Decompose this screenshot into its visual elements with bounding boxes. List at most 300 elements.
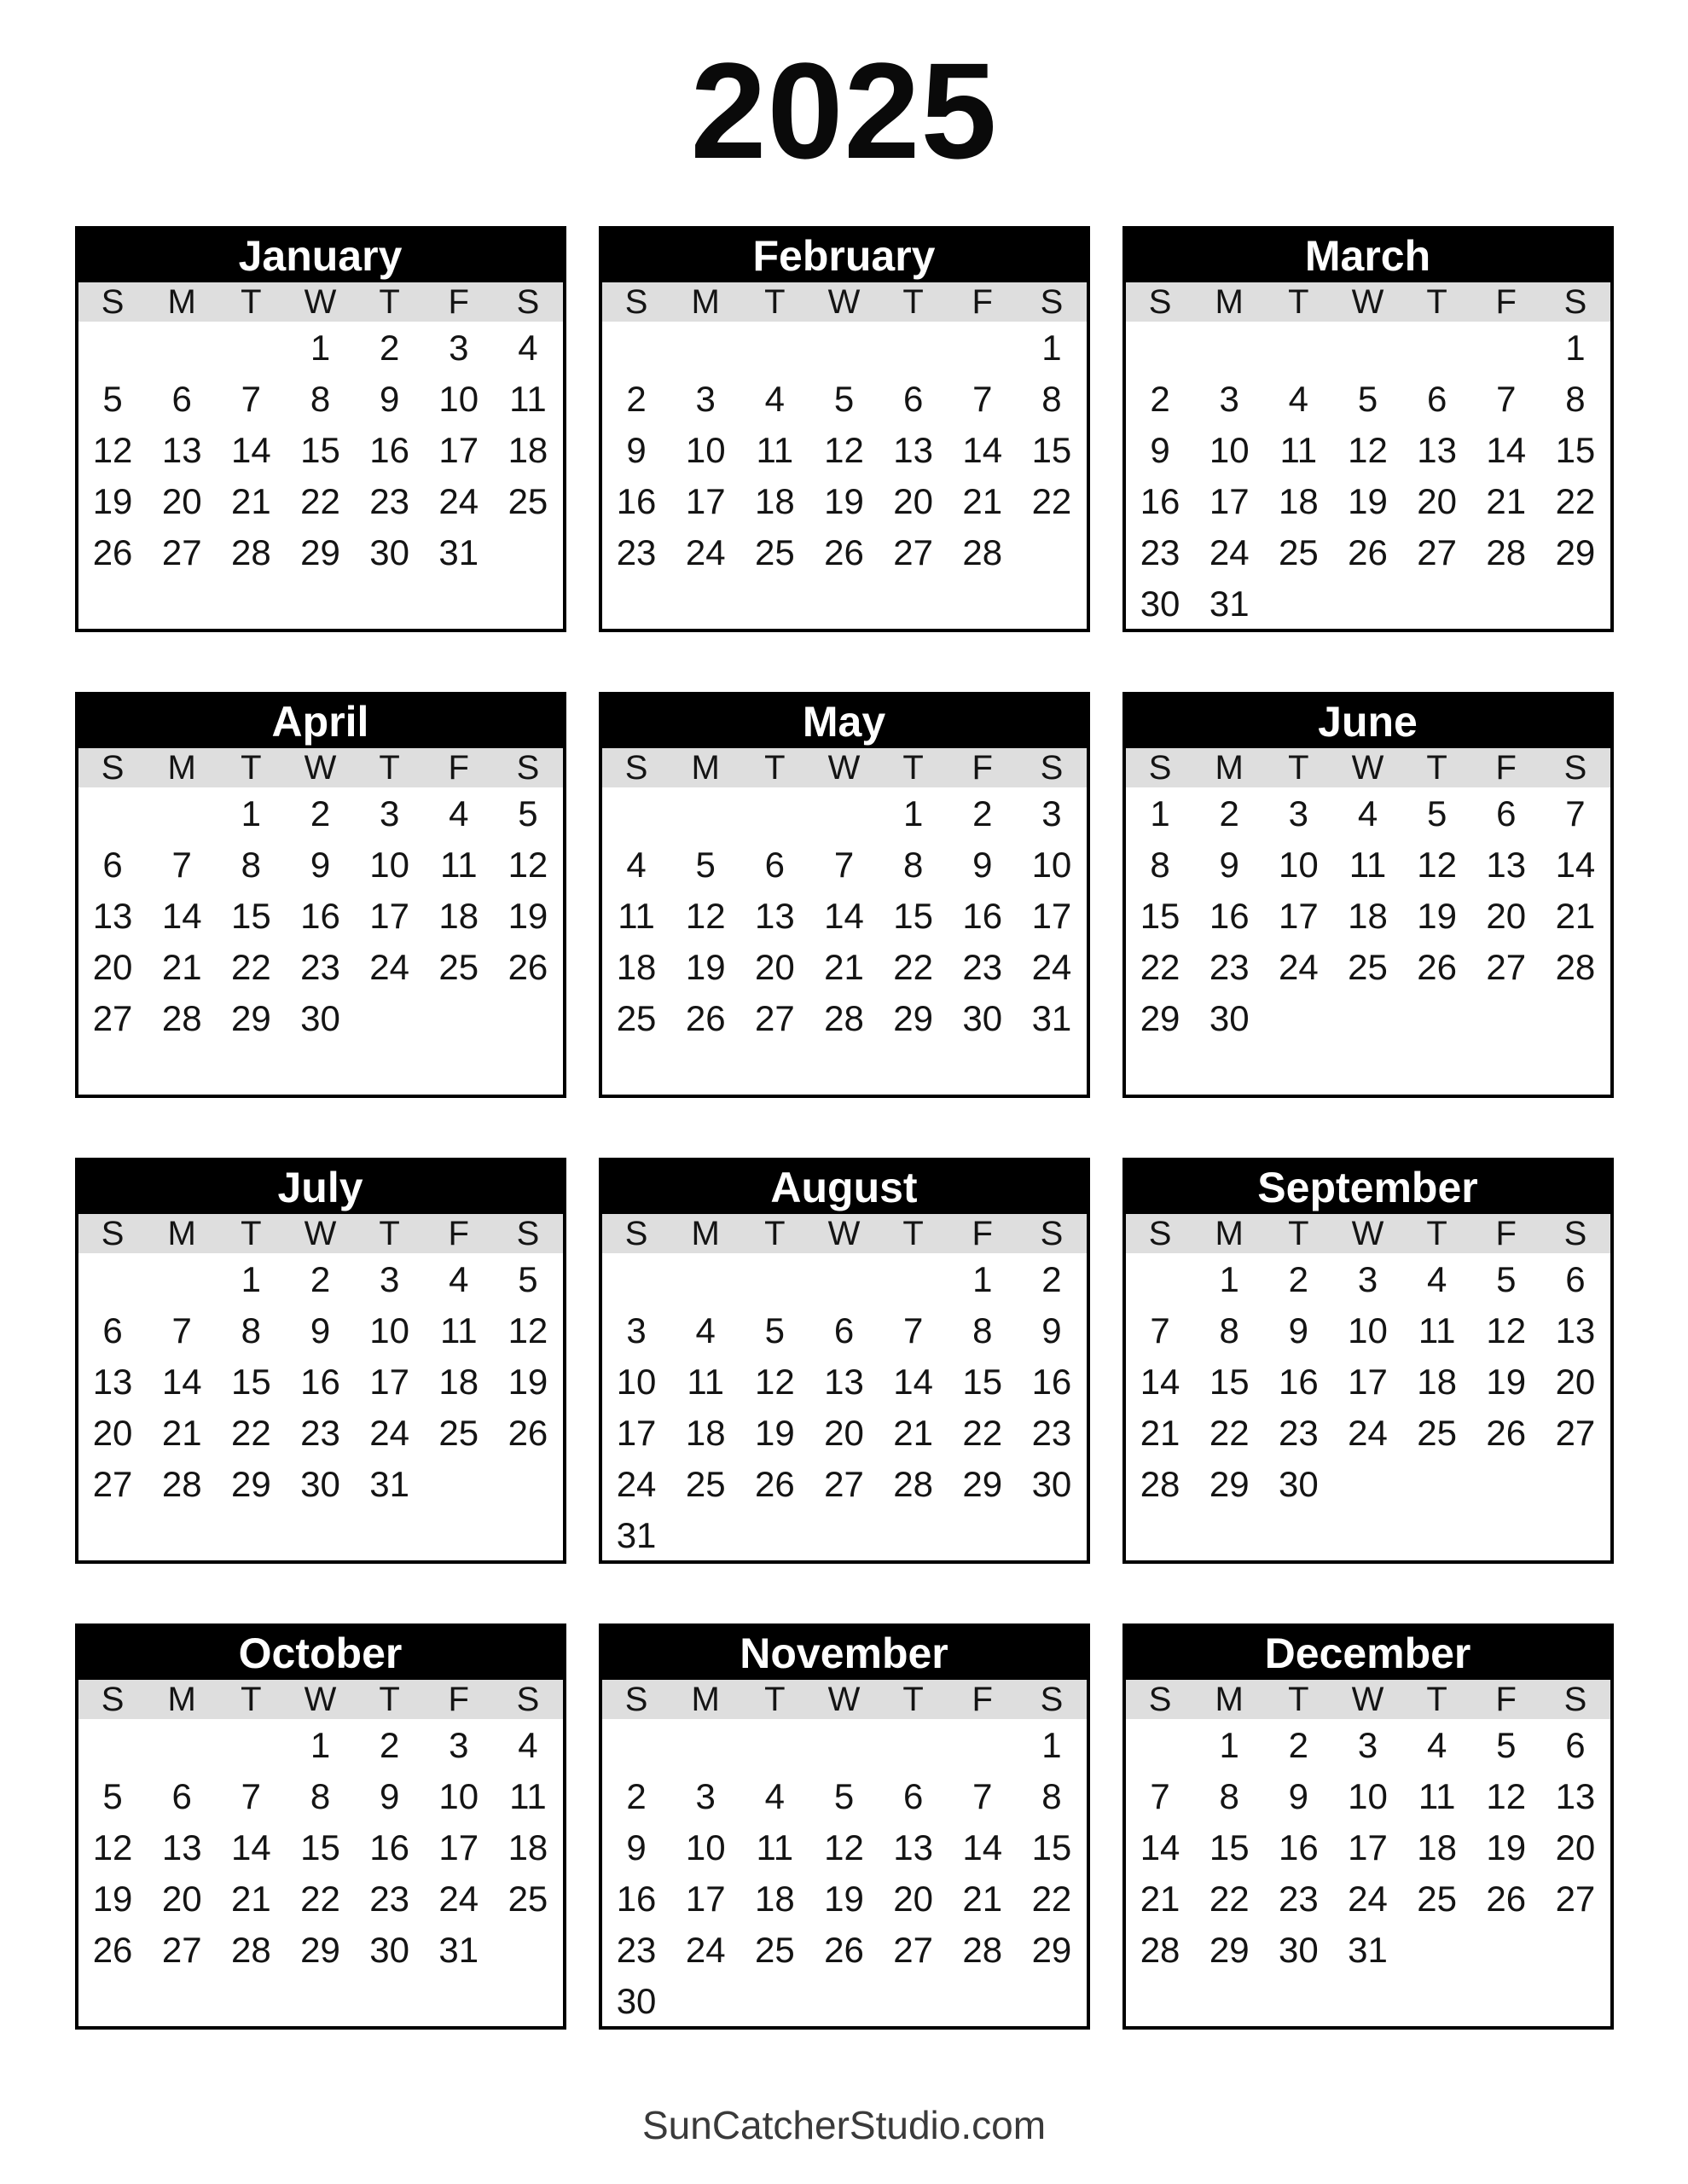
day-cell: 28 (230, 532, 271, 572)
day-cell: 3 (1357, 1259, 1378, 1299)
weekday-label: W (827, 1680, 861, 1718)
weekday-label: W (1351, 282, 1384, 321)
weekday-label: T (1288, 1214, 1309, 1252)
day-cell: 27 (161, 1930, 202, 1970)
day-cell: 13 (824, 1362, 864, 1402)
day-cell: 29 (230, 1464, 271, 1504)
weekday-label: M (691, 282, 720, 321)
day-cell: 5 (1357, 379, 1378, 419)
day-cell: 7 (1150, 1310, 1170, 1350)
day-cell: 28 (893, 1464, 933, 1504)
day-cell: 20 (161, 481, 202, 521)
day-cell: 24 (1031, 947, 1072, 987)
day-cell: 20 (1555, 1827, 1596, 1867)
month-days (602, 1719, 1087, 2027)
day-cell: 25 (438, 947, 479, 987)
weekday-row (1126, 1214, 1610, 1253)
weekday-label: T (241, 748, 262, 787)
day-cell: 27 (893, 532, 933, 572)
day-cell: 6 (1496, 793, 1517, 834)
day-cell: 20 (893, 1879, 933, 1919)
weekday-label: F (1495, 748, 1517, 787)
day-cell: 16 (300, 1362, 340, 1402)
day-cell: 3 (626, 1310, 647, 1350)
day-cell: 27 (1417, 532, 1457, 572)
day-cell: 31 (616, 1515, 657, 1555)
day-cell: 11 (439, 845, 478, 885)
weekday-label: W (304, 282, 337, 321)
day-cell: 11 (1418, 1776, 1456, 1816)
month-title: July (78, 1161, 563, 1214)
day-cell: 18 (508, 430, 548, 470)
day-cell: 6 (902, 379, 924, 419)
day-cell: 26 (824, 532, 864, 572)
day-cell: 12 (508, 845, 548, 885)
day-cell: 29 (230, 998, 271, 1038)
day-cell: 26 (508, 1413, 548, 1453)
day-cell: 24 (616, 1464, 657, 1504)
day-cell: 2 (626, 1776, 647, 1816)
day-cell: 7 (171, 1310, 192, 1350)
day-cell: 16 (1278, 1827, 1319, 1867)
day-cell: 29 (1209, 1464, 1250, 1504)
day-cell: 22 (1209, 1413, 1250, 1453)
day-cell: 27 (893, 1930, 933, 1970)
day-cell: 3 (1288, 793, 1309, 834)
day-cell: 13 (1555, 1310, 1596, 1350)
day-cell: 24 (1348, 1879, 1388, 1919)
day-cell: 23 (300, 1413, 340, 1453)
day-cell: 4 (1288, 379, 1309, 419)
day-cell: 31 (438, 1930, 479, 1970)
weekday-label: F (1495, 1680, 1517, 1718)
day-cell: 3 (449, 1725, 469, 1765)
weekday-label: M (167, 748, 196, 787)
day-cell: 23 (962, 947, 1003, 987)
day-cell: 10 (1348, 1776, 1388, 1816)
day-cell: 27 (754, 998, 795, 1038)
day-cell: 17 (685, 481, 726, 521)
day-cell: 9 (1041, 1310, 1062, 1350)
weekday-label: S (1563, 1680, 1587, 1718)
weekday-label: T (764, 748, 786, 787)
day-cell: 22 (230, 1413, 271, 1453)
day-cell: 13 (1486, 845, 1527, 885)
day-cell: 7 (241, 1776, 262, 1816)
weekday-label: F (448, 748, 469, 787)
weekday-label: T (1426, 282, 1447, 321)
weekday-label: S (1148, 1680, 1172, 1718)
day-cell: 21 (824, 947, 864, 987)
month-days (1126, 1719, 1610, 1976)
month-days (78, 322, 563, 578)
day-cell: 2 (626, 379, 647, 419)
day-cell: 5 (833, 379, 855, 419)
weekday-label: T (902, 1680, 924, 1718)
day-cell: 21 (893, 1413, 933, 1453)
day-cell: 13 (1417, 430, 1457, 470)
day-cell: 24 (1278, 947, 1319, 987)
calendar-grid (0, 226, 1688, 2030)
weekday-label: T (902, 282, 924, 321)
day-cell: 17 (438, 430, 479, 470)
month-title: May (602, 695, 1087, 748)
weekday-row (78, 1214, 563, 1253)
day-cell: 9 (1288, 1776, 1309, 1816)
day-cell: 28 (1140, 1930, 1180, 1970)
day-cell: 6 (764, 845, 786, 885)
day-cell: 23 (1278, 1879, 1319, 1919)
day-cell: 7 (171, 845, 192, 885)
day-cell: 15 (893, 896, 933, 936)
day-cell: 26 (1348, 532, 1388, 572)
month-may (599, 692, 1090, 1098)
day-cell: 14 (161, 1362, 202, 1402)
day-cell: 1 (241, 793, 262, 834)
month-september (1122, 1158, 1614, 1564)
day-cell: 18 (438, 896, 479, 936)
day-cell: 17 (1348, 1827, 1388, 1867)
day-cell: 21 (230, 481, 271, 521)
weekday-label: S (1148, 1214, 1172, 1252)
month-title: March (1126, 229, 1610, 282)
day-cell: 16 (1031, 1362, 1072, 1402)
weekday-row (1126, 1680, 1610, 1719)
day-cell: 28 (230, 1930, 271, 1970)
day-cell: 4 (764, 1776, 786, 1816)
day-cell: 10 (1031, 845, 1072, 885)
day-cell: 23 (616, 1930, 657, 1970)
day-cell: 29 (300, 1930, 340, 1970)
day-cell: 13 (893, 1827, 933, 1867)
month-days (602, 1253, 1087, 1561)
day-cell: 26 (92, 532, 133, 572)
day-cell: 3 (695, 1776, 716, 1816)
day-cell: 4 (1426, 1259, 1447, 1299)
day-cell: 22 (962, 1413, 1003, 1453)
month-title: January (78, 229, 563, 282)
day-cell: 6 (833, 1310, 855, 1350)
day-cell: 8 (972, 1310, 993, 1350)
day-cell: 19 (508, 1362, 548, 1402)
day-cell: 4 (449, 793, 469, 834)
day-cell: 6 (171, 379, 192, 419)
day-cell: 21 (1140, 1879, 1180, 1919)
weekday-row (1126, 748, 1610, 787)
day-cell: 1 (972, 1259, 993, 1299)
day-cell: 10 (438, 379, 479, 419)
day-cell: 16 (1278, 1362, 1319, 1402)
day-cell: 24 (685, 1930, 726, 1970)
day-cell: 14 (893, 1362, 933, 1402)
weekday-label: T (902, 748, 924, 787)
day-cell: 10 (438, 1776, 479, 1816)
day-cell: 25 (685, 1464, 726, 1504)
day-cell: 14 (161, 896, 202, 936)
day-cell: 16 (1209, 896, 1250, 936)
day-cell: 11 (1418, 1310, 1456, 1350)
day-cell: 18 (754, 1879, 795, 1919)
weekday-label: F (448, 1214, 469, 1252)
day-cell: 13 (92, 1362, 133, 1402)
day-cell: 2 (1219, 793, 1239, 834)
day-cell: 31 (369, 1464, 409, 1504)
month-december (1122, 1623, 1614, 2030)
weekday-label: S (624, 1680, 648, 1718)
day-cell: 21 (962, 481, 1003, 521)
day-cell: 12 (92, 1827, 133, 1867)
weekday-label: T (902, 1214, 924, 1252)
day-cell: 23 (616, 532, 657, 572)
weekday-label: S (101, 282, 125, 321)
day-cell: 7 (902, 1310, 924, 1350)
day-cell: 19 (754, 1413, 795, 1453)
day-cell: 20 (92, 1413, 133, 1453)
day-cell: 26 (508, 947, 548, 987)
weekday-label: M (1215, 1214, 1244, 1252)
day-cell: 25 (1348, 947, 1388, 987)
day-cell: 10 (1348, 1310, 1388, 1350)
day-cell: 28 (962, 532, 1003, 572)
day-cell: 3 (379, 1259, 400, 1299)
day-cell: 29 (1209, 1930, 1250, 1970)
day-cell: 26 (824, 1930, 864, 1970)
weekday-label: T (1426, 1680, 1447, 1718)
day-cell: 15 (300, 1827, 340, 1867)
day-cell: 25 (1417, 1413, 1457, 1453)
day-cell: 5 (1496, 1259, 1517, 1299)
day-cell: 7 (241, 379, 262, 419)
day-cell: 30 (1140, 584, 1180, 624)
day-cell: 11 (1279, 430, 1318, 470)
month-title: December (1126, 1627, 1610, 1680)
day-cell: 24 (685, 532, 726, 572)
day-cell: 2 (1288, 1259, 1309, 1299)
day-cell: 25 (616, 998, 657, 1038)
month-days (602, 322, 1087, 578)
weekday-label: M (691, 748, 720, 787)
day-cell: 22 (1031, 1879, 1072, 1919)
day-cell: 25 (754, 1930, 795, 1970)
weekday-label: F (1495, 282, 1517, 321)
day-cell: 9 (1288, 1310, 1309, 1350)
weekday-label: M (1215, 748, 1244, 787)
weekday-label: T (1426, 1214, 1447, 1252)
day-cell: 1 (310, 328, 331, 368)
month-april (75, 692, 566, 1098)
month-days (78, 1719, 563, 1976)
day-cell: 19 (508, 896, 548, 936)
weekday-row (602, 282, 1087, 322)
weekday-label: T (764, 282, 786, 321)
weekday-label: S (624, 282, 648, 321)
month-days (78, 787, 563, 1044)
day-cell: 9 (310, 1310, 331, 1350)
day-cell: 2 (1288, 1725, 1309, 1765)
day-cell: 18 (685, 1413, 726, 1453)
day-cell: 11 (687, 1362, 725, 1402)
day-cell: 10 (1278, 845, 1319, 885)
day-cell: 28 (824, 998, 864, 1038)
day-cell: 3 (695, 379, 716, 419)
day-cell: 30 (1031, 1464, 1072, 1504)
day-cell: 28 (1555, 947, 1596, 987)
day-cell: 19 (1348, 481, 1388, 521)
month-title: November (602, 1627, 1087, 1680)
day-cell: 6 (171, 1776, 192, 1816)
day-cell: 15 (1555, 430, 1596, 470)
day-cell: 18 (1417, 1827, 1457, 1867)
weekday-label: S (1040, 748, 1064, 787)
weekday-label: T (379, 282, 400, 321)
day-cell: 30 (300, 1464, 340, 1504)
day-cell: 13 (92, 896, 133, 936)
day-cell: 30 (1209, 998, 1250, 1038)
day-cell: 26 (92, 1930, 133, 1970)
day-cell: 1 (1565, 328, 1586, 368)
weekday-label: F (972, 1214, 993, 1252)
day-cell: 19 (1486, 1362, 1527, 1402)
day-cell: 20 (161, 1879, 202, 1919)
day-cell: 13 (754, 896, 795, 936)
weekday-label: W (1351, 1214, 1384, 1252)
day-cell: 2 (379, 328, 400, 368)
day-cell: 19 (1486, 1827, 1527, 1867)
day-cell: 24 (438, 1879, 479, 1919)
day-cell: 14 (1140, 1362, 1180, 1402)
day-cell: 10 (685, 430, 726, 470)
day-cell: 30 (1278, 1930, 1319, 1970)
weekday-row (78, 748, 563, 787)
day-cell: 19 (824, 481, 864, 521)
weekday-row (602, 1680, 1087, 1719)
day-cell: 17 (369, 896, 409, 936)
day-cell: 15 (962, 1362, 1003, 1402)
day-cell: 9 (626, 1827, 647, 1867)
day-cell: 9 (1219, 845, 1239, 885)
day-cell: 23 (369, 1879, 409, 1919)
day-cell: 10 (369, 845, 409, 885)
day-cell: 20 (92, 947, 133, 987)
day-cell: 24 (438, 481, 479, 521)
day-cell: 26 (754, 1464, 795, 1504)
day-cell: 27 (1555, 1879, 1596, 1919)
weekday-label: T (1288, 1680, 1309, 1718)
month-title: April (78, 695, 563, 748)
weekday-row (1126, 282, 1610, 322)
day-cell: 3 (1041, 793, 1062, 834)
weekday-label: S (516, 282, 540, 321)
day-cell: 11 (439, 1310, 478, 1350)
weekday-label: W (827, 282, 861, 321)
day-cell: 31 (1209, 584, 1250, 624)
weekday-label: S (1148, 282, 1172, 321)
day-cell: 1 (1041, 1725, 1062, 1765)
day-cell: 25 (508, 481, 548, 521)
day-cell: 15 (1209, 1362, 1250, 1402)
weekday-label: F (972, 282, 993, 321)
weekday-label: M (691, 1680, 720, 1718)
day-cell: 16 (962, 896, 1003, 936)
day-cell: 19 (824, 1879, 864, 1919)
day-cell: 17 (616, 1413, 657, 1453)
day-cell: 14 (230, 1827, 271, 1867)
weekday-label: S (516, 1214, 540, 1252)
weekday-label: S (1040, 1680, 1064, 1718)
day-cell: 4 (1357, 793, 1378, 834)
day-cell: 6 (1565, 1725, 1586, 1765)
day-cell: 3 (1357, 1725, 1378, 1765)
day-cell: 10 (616, 1362, 657, 1402)
weekday-label: S (101, 1680, 125, 1718)
day-cell: 12 (1417, 845, 1457, 885)
weekday-label: T (241, 1214, 262, 1252)
day-cell: 11 (509, 379, 547, 419)
day-cell: 11 (618, 896, 655, 936)
day-cell: 22 (230, 947, 271, 987)
day-cell: 27 (824, 1464, 864, 1504)
month-days (602, 787, 1087, 1044)
day-cell: 8 (1041, 1776, 1062, 1816)
day-cell: 8 (1219, 1310, 1239, 1350)
day-cell: 12 (824, 1827, 864, 1867)
weekday-row (602, 748, 1087, 787)
month-july (75, 1158, 566, 1564)
footer-text: SunCatcherStudio.com (641, 2103, 1047, 2147)
day-cell: 4 (695, 1310, 716, 1350)
day-cell: 29 (1555, 532, 1596, 572)
day-cell: 9 (626, 430, 647, 470)
day-cell: 24 (1209, 532, 1250, 572)
day-cell: 16 (300, 896, 340, 936)
weekday-label: S (1563, 748, 1587, 787)
weekday-label: M (167, 282, 196, 321)
day-cell: 6 (102, 845, 123, 885)
weekday-label: S (624, 1214, 648, 1252)
day-cell: 22 (1209, 1879, 1250, 1919)
day-cell: 26 (1486, 1879, 1527, 1919)
day-cell: 26 (1486, 1413, 1527, 1453)
day-cell: 24 (1348, 1413, 1388, 1453)
day-cell: 8 (1219, 1776, 1239, 1816)
day-cell: 21 (161, 1413, 202, 1453)
day-cell: 30 (616, 1981, 657, 2021)
day-cell: 8 (1041, 379, 1062, 419)
day-cell: 18 (754, 481, 795, 521)
month-days (1126, 322, 1610, 630)
weekday-label: S (516, 748, 540, 787)
day-cell: 28 (161, 998, 202, 1038)
day-cell: 5 (764, 1310, 786, 1350)
day-cell: 17 (1209, 481, 1250, 521)
day-cell: 23 (1209, 947, 1250, 987)
day-cell: 4 (764, 379, 786, 419)
weekday-label: M (1215, 1680, 1244, 1718)
day-cell: 25 (508, 1879, 548, 1919)
day-cell: 18 (438, 1362, 479, 1402)
day-cell: 20 (1486, 896, 1527, 936)
day-cell: 12 (824, 430, 864, 470)
day-cell: 28 (962, 1930, 1003, 1970)
day-cell: 18 (1417, 1362, 1457, 1402)
day-cell: 14 (1140, 1827, 1180, 1867)
month-october (75, 1623, 566, 2030)
weekday-label: S (1040, 282, 1064, 321)
day-cell: 17 (685, 1879, 726, 1919)
day-cell: 18 (1278, 481, 1319, 521)
weekday-label: F (1495, 1214, 1517, 1252)
day-cell: 22 (300, 481, 340, 521)
